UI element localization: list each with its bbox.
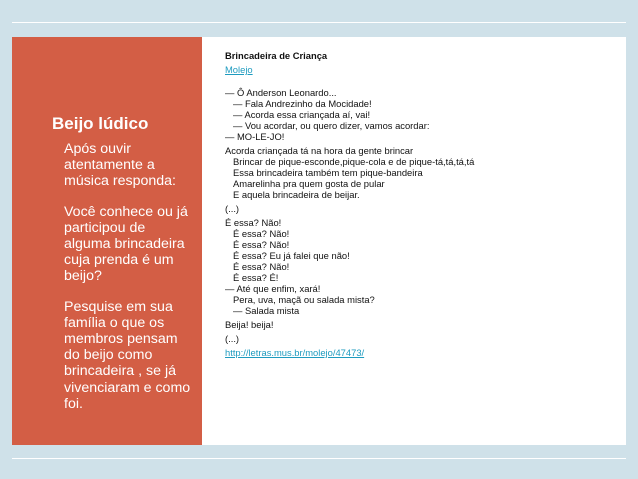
slide-title: Beijo lúdico (52, 114, 149, 133)
lyric-line: — Ô Anderson Leonardo... (225, 87, 337, 98)
lyric-line: Essa brincadeira também tem pique-bandeira (233, 167, 423, 178)
artist-link[interactable]: Molejo (225, 64, 253, 75)
lyric-line: — Acorda essa criançada aí, vai! (233, 109, 371, 120)
lyric-line: (...) (225, 203, 240, 214)
lyric-line: — Vou acordar, ou quero dizer, vamos acordar: (233, 120, 430, 131)
instruction-paragraph: Após ouvir atentamente a música responda: (64, 141, 176, 190)
research-paragraph: Pesquise em sua família o que os membros pensam do beijo como brincadeira , se já vivenciaram e como foi. (64, 298, 191, 412)
question-paragraph: Você conhece ou já participou de alguma brincadeira cuja prenda é um beijo? (64, 203, 188, 285)
lyric-line: É essa? Não! (225, 217, 282, 228)
top-divider (12, 22, 626, 23)
bottom-divider (12, 458, 626, 459)
lyric-line: É essa? Eu já falei que não! (233, 250, 350, 261)
lyric-line: E aquela brincadeira de beijar. (233, 189, 360, 200)
lyric-line: Acorda criançada tá na hora da gente brincar (225, 145, 414, 156)
lyric-line: É essa? Não! (233, 239, 290, 250)
lyric-line: — MO-LE-JO! (225, 131, 285, 142)
lyrics-block (225, 50, 620, 358)
lyric-line: — Até que enfim, xará! (225, 283, 321, 294)
lyric-line: Beija! beija! (225, 319, 274, 330)
lyric-line: Pera, uva, maçã ou salada mista? (233, 294, 375, 305)
lyric-line: Amarelinha pra quem gosta de pular (233, 178, 385, 189)
lyric-line: (...) (225, 333, 240, 344)
lyric-line: É essa? É! (233, 272, 279, 283)
lyric-line: — Salada mista (233, 305, 300, 316)
lyric-line: — Fala Andrezinho da Mocidade! (233, 98, 372, 109)
lyric-line: É essa? Não! (233, 228, 290, 239)
source-link[interactable]: http://letras.mus.br/molejo/47473/ (225, 347, 365, 358)
lyric-line: É essa? Não! (233, 261, 290, 272)
song-title: Brincadeira de Criança (225, 50, 328, 61)
left-text-block (64, 141, 194, 426)
lyric-line: Brincar de pique-esconde,pique-cola e de pique-tá,tá,tá,tá (233, 156, 475, 167)
